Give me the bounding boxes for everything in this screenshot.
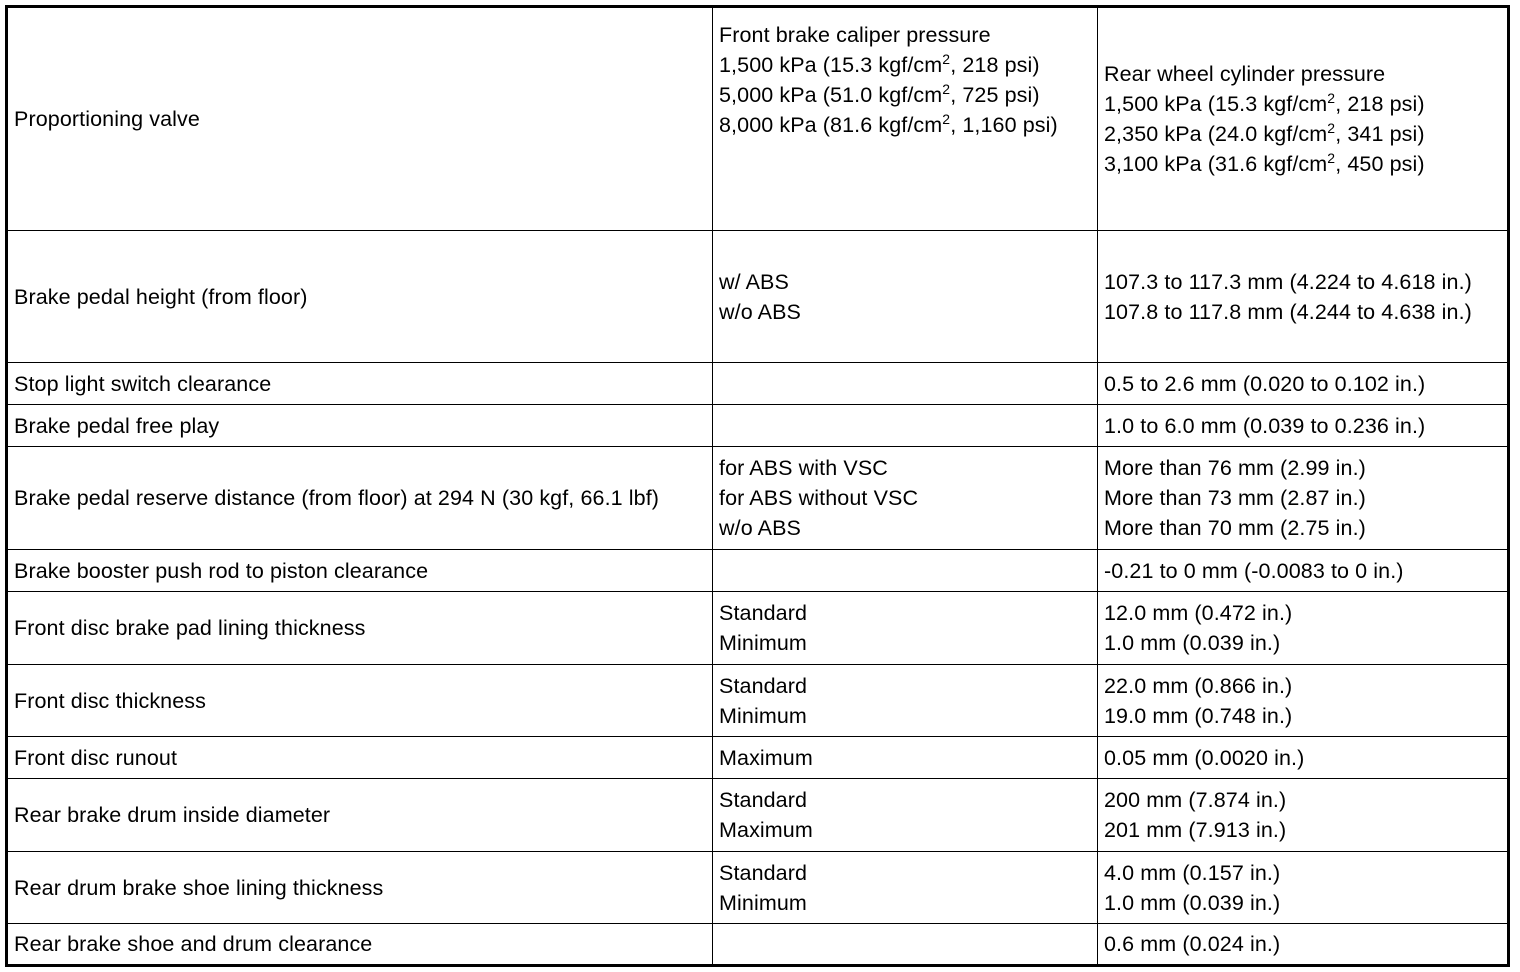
condition-cell — [713, 924, 1098, 966]
table-row — [7, 363, 1509, 405]
item-cell — [7, 737, 713, 779]
condition-line: Standard — [719, 788, 808, 812]
item-cell — [7, 231, 713, 363]
spec-line: -0.21 to 0 mm (-0.0083 to 0 in.) — [1104, 558, 1404, 583]
spec-line: More than 73 mm (2.87 in.) — [1104, 486, 1366, 510]
spec-cell — [1098, 852, 1509, 924]
table-row — [7, 7, 1509, 231]
condition-line: Maximum — [719, 818, 813, 842]
item-text: Brake pedal reserve distance (from floor) at 294 N (30 kgf, 66.1 lbf) — [14, 486, 660, 510]
condition-line: Standard — [719, 860, 808, 885]
spec-cell — [1098, 7, 1509, 231]
spec-line: 0.05 mm (0.0020 in.) — [1104, 745, 1305, 770]
superscript: 2 — [1327, 90, 1336, 106]
item-cell — [7, 447, 713, 550]
superscript: 2 — [942, 111, 951, 127]
spec-line: 200 mm (7.874 in.) — [1104, 788, 1287, 812]
condition-line: Minimum — [719, 703, 807, 728]
spec-line: 22.0 mm (0.866 in.) — [1104, 673, 1293, 698]
item-cell — [7, 852, 713, 924]
item-text: Brake booster push rod to piston clearance — [14, 558, 429, 583]
spec-cell — [1098, 924, 1509, 966]
spec-line: More than 76 mm (2.99 in.) — [1104, 456, 1366, 480]
spec-cell — [1098, 779, 1509, 852]
condition-cell — [713, 231, 1098, 363]
spec-cell — [1098, 550, 1509, 592]
item-cell — [7, 550, 713, 592]
condition-line: Standard — [719, 601, 808, 625]
item-text: Front disc runout — [14, 745, 178, 770]
condition-cell — [713, 405, 1098, 447]
item-cell — [7, 924, 713, 966]
superscript: 2 — [1327, 120, 1336, 136]
brake-specification-table — [5, 5, 1510, 967]
spec-cell — [1098, 405, 1509, 447]
table-row — [7, 665, 1509, 737]
item-cell — [7, 592, 713, 665]
spec-line: 1,500 kPa (15.3 kgf/$cm^2$, 218 psi) — [1104, 90, 1425, 116]
condition-line: Minimum — [719, 890, 807, 915]
spec-cell — [1098, 231, 1509, 363]
condition-line: for ABS without VSC — [719, 486, 919, 510]
condition-cell — [713, 363, 1098, 405]
item-text: Brake pedal height (from floor) — [14, 284, 308, 309]
superscript: 2 — [942, 81, 951, 97]
condition-cell — [713, 779, 1098, 852]
condition-line: 8,000 kPa (81.6 kgf/$cm^2$, 1,160 psi) — [719, 111, 1058, 137]
spec-line: 0.5 to 2.6 mm (0.020 to 0.102 in.) — [1104, 371, 1426, 396]
spec-line: 1.0 mm (0.039 in.) — [1104, 631, 1281, 655]
table-row — [7, 737, 1509, 779]
item-text: Stop light switch clearance — [14, 371, 272, 396]
item-text: Front disc thickness — [14, 688, 206, 713]
item-text: Rear brake shoe and drum clearance — [14, 932, 373, 956]
item-text: Front disc brake pad lining thickness — [14, 616, 366, 640]
spec-line: 107.8 to 117.8 mm (4.244 to 4.638 in.) — [1104, 299, 1472, 324]
condition-cell — [713, 665, 1098, 737]
table-row — [7, 852, 1509, 924]
spec-line: Rear wheel cylinder pressure — [1104, 62, 1386, 86]
spec-line: 1.0 mm (0.039 in.) — [1104, 890, 1281, 915]
table-row — [7, 779, 1509, 852]
spec-line: 12.0 mm (0.472 in.) — [1104, 601, 1293, 625]
item-cell — [7, 405, 713, 447]
condition-line: w/o ABS — [719, 516, 801, 540]
superscript: 2 — [1327, 150, 1336, 166]
condition-line: 5,000 kPa (51.0 kgf/$cm^2$, 725 psi) — [719, 81, 1040, 107]
condition-cell — [713, 447, 1098, 550]
spec-cell — [1098, 665, 1509, 737]
spec-cell — [1098, 592, 1509, 665]
spec-cell — [1098, 447, 1509, 550]
item-cell — [7, 7, 713, 231]
condition-cell — [713, 550, 1098, 592]
condition-line: Standard — [719, 673, 808, 698]
item-text: Proportioning valve — [14, 107, 200, 131]
condition-line: w/ ABS — [719, 269, 789, 294]
condition-line: Front brake caliper pressure — [719, 23, 991, 47]
spec-cell — [1098, 737, 1509, 779]
item-text: Brake pedal free play — [14, 413, 220, 438]
item-cell — [7, 665, 713, 737]
condition-cell — [713, 592, 1098, 665]
item-text: Rear drum brake shoe lining thickness — [14, 875, 384, 900]
item-cell — [7, 363, 713, 405]
condition-line: w/o ABS — [719, 299, 801, 324]
spec-line: 4.0 mm (0.157 in.) — [1104, 860, 1281, 885]
table-body — [7, 7, 1509, 966]
condition-cell — [713, 737, 1098, 779]
spec-line: 3,100 kPa (31.6 kgf/$cm^2$, 450 psi) — [1104, 150, 1425, 176]
table-row — [7, 550, 1509, 592]
spec-line: More than 70 mm (2.75 in.) — [1104, 516, 1366, 540]
table-row — [7, 405, 1509, 447]
condition-cell — [713, 7, 1098, 231]
condition-line: 1,500 kPa (15.3 kgf/$cm^2$, 218 psi) — [719, 51, 1040, 77]
spec-line: 2,350 kPa (24.0 kgf/$cm^2$, 341 psi) — [1104, 120, 1425, 146]
table-row — [7, 447, 1509, 550]
spec-line: 0.6 mm (0.024 in.) — [1104, 932, 1281, 956]
condition-cell — [713, 852, 1098, 924]
item-text: Rear brake drum inside diameter — [14, 803, 331, 827]
table-row — [7, 231, 1509, 363]
item-cell — [7, 779, 713, 852]
superscript: 2 — [942, 51, 951, 67]
table-row — [7, 924, 1509, 966]
condition-line: Minimum — [719, 631, 807, 655]
condition-line: for ABS with VSC — [719, 456, 888, 480]
spec-line: 107.3 to 117.3 mm (4.224 to 4.618 in.) — [1104, 269, 1472, 294]
spec-line: 19.0 mm (0.748 in.) — [1104, 703, 1293, 728]
spec-line: 201 mm (7.913 in.) — [1104, 818, 1287, 842]
table-row — [7, 592, 1509, 665]
condition-line: Maximum — [719, 745, 813, 770]
spec-cell — [1098, 363, 1509, 405]
spec-line: 1.0 to 6.0 mm (0.039 to 0.236 in.) — [1104, 413, 1426, 438]
